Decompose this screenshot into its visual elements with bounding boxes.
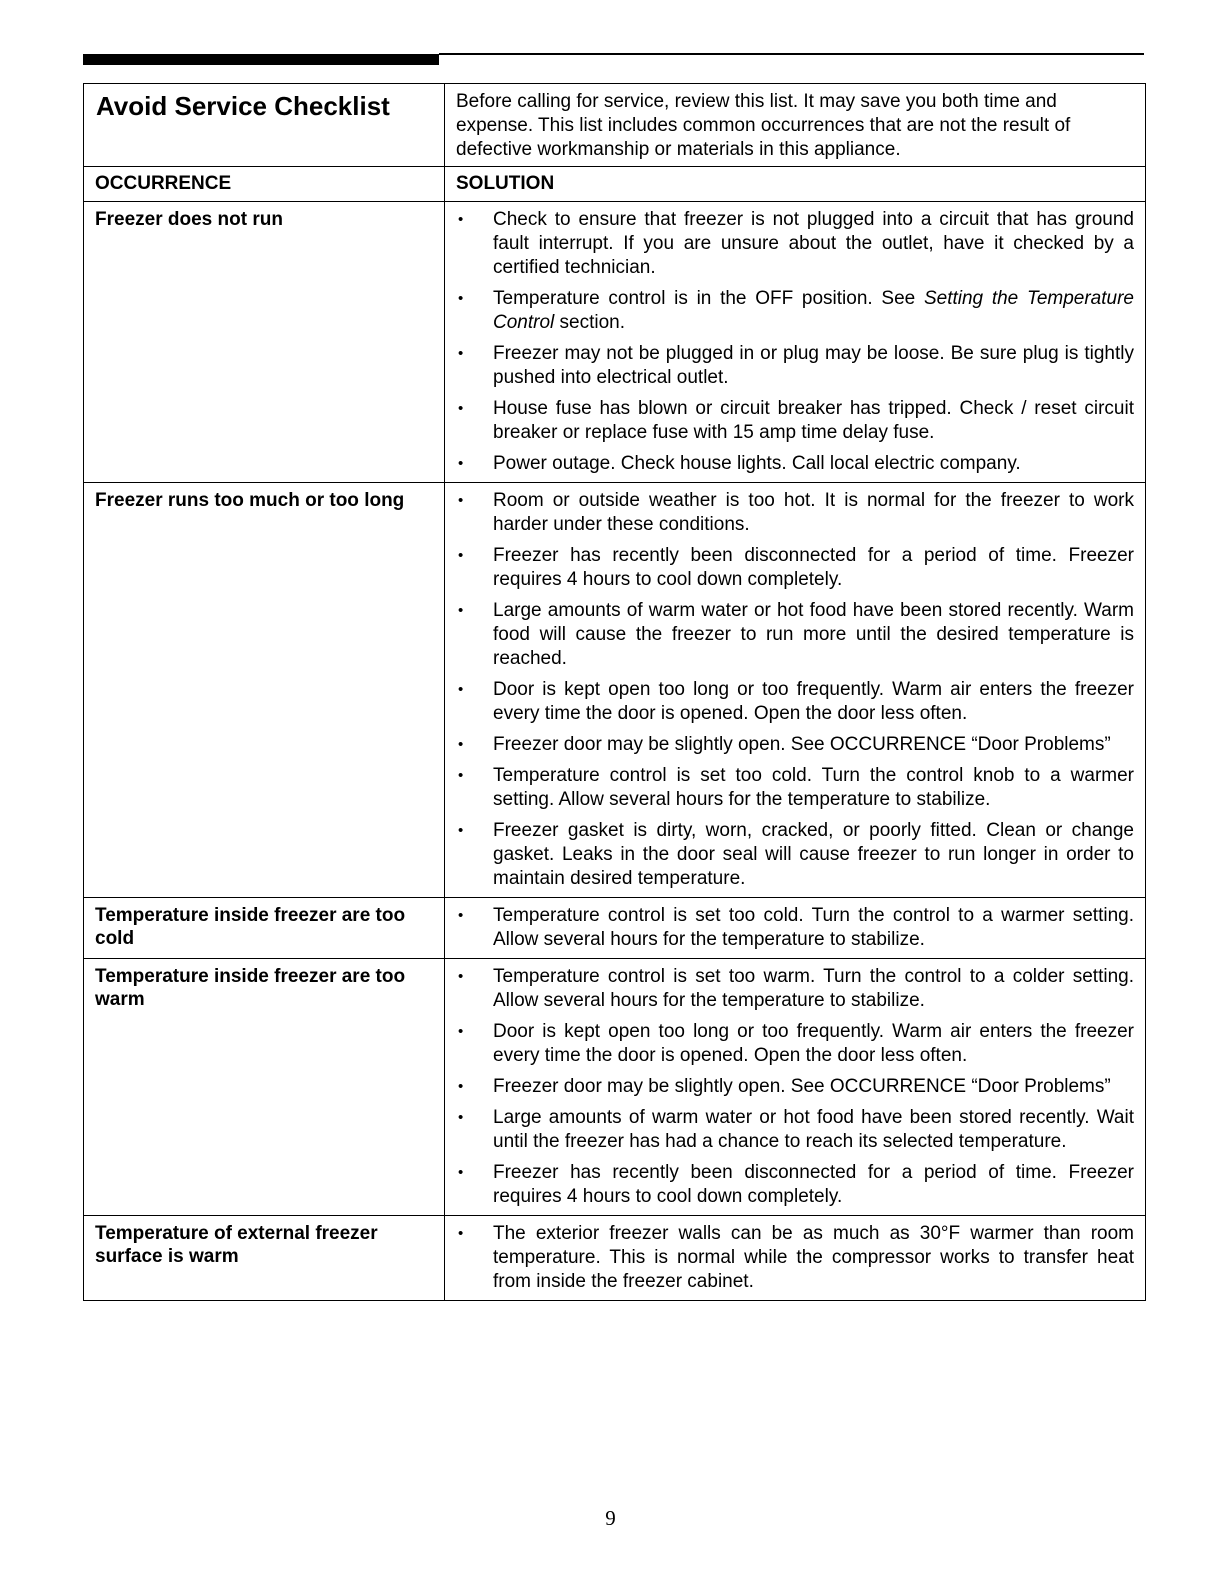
list-item: • Check to ensure that freezer is not plugged into a circuit that has ground fault interrupt. If you are unsure about the outlet, have it checked by a certified technician. xyxy=(456,208,1134,280)
list-item: • Freezer has recently been disconnected for a period of time. Freezer requires 4 hours to cool down completely. xyxy=(456,1161,1134,1209)
intro-text: Before calling for service, review this list. It may save you both time and expense. This list includes common occurrences that are not the result of defective workmanship or materials in this appliance. xyxy=(445,84,1146,167)
list-item: • Room or outside weather is too hot. It is normal for the freezer to work harder under these conditions. xyxy=(456,489,1134,537)
table-row xyxy=(84,202,1146,483)
solution-text: section. xyxy=(554,312,626,333)
list-item: • Freezer has recently been disconnected for a period of time. Freezer requires 4 hours to cool down completely. xyxy=(456,544,1134,592)
list-item: • Power outage. Check house lights. Call local electric company. xyxy=(456,452,1134,476)
service-checklist-table xyxy=(83,83,1146,1301)
list-item: • The exterior freezer walls can be as much as 30°F warmer than room temperature. This is normal while the compressor works to transfer heat from inside the freezer cabinet. xyxy=(456,1222,1134,1294)
solution-list xyxy=(456,208,1134,476)
solution-list xyxy=(456,489,1134,891)
solution-list xyxy=(456,1222,1134,1294)
table-row xyxy=(84,1216,1146,1301)
section-reference: Setting the Temperature Control xyxy=(493,288,1134,333)
title-row xyxy=(84,84,1146,167)
solution-text: Temperature control is in the OFF position. See xyxy=(493,288,924,309)
list-item: • Freezer may not be plugged in or plug may be loose. Be sure plug is tightly pushed into electrical outlet. xyxy=(456,342,1134,390)
table-row xyxy=(84,483,1146,898)
occurrence-cell: Temperature inside freezer are too warm xyxy=(84,959,445,1216)
list-item: • Freezer gasket is dirty, worn, cracked, or poorly fitted. Clean or change gasket. Leaks in the door seal will cause freezer to run longer in order to maintain desired temperature. xyxy=(456,819,1134,891)
table-row xyxy=(84,959,1146,1216)
header-rule-thick xyxy=(83,54,439,65)
list-item: • Freezer door may be slightly open. See OCCURRENCE “Door Problems” xyxy=(456,733,1134,757)
list-item: • Freezer door may be slightly open. See OCCURRENCE “Door Problems” xyxy=(456,1075,1134,1099)
list-item: • Temperature control is set too cold. Turn the control to a warmer setting. Allow several hours for the temperature to stabilize. xyxy=(456,904,1134,952)
list-item: • House fuse has blown or circuit breaker has tripped. Check / reset circuit breaker or replace fuse with 15 amp time delay fuse. xyxy=(456,397,1134,445)
column-header-row xyxy=(84,167,1146,202)
list-item: • Door is kept open too long or too frequently. Warm air enters the freezer every time the door is opened. Open the door less often. xyxy=(456,678,1134,726)
list-item: • Large amounts of warm water or hot food have been stored recently. Warm food will cause the freezer to run more until the desired temperature is reached. xyxy=(456,599,1134,671)
occurrence-cell: Temperature inside freezer are too cold xyxy=(84,898,445,959)
occurrence-cell: Freezer does not run xyxy=(84,202,445,483)
header-rule-thin xyxy=(439,53,1144,55)
solution-list xyxy=(456,965,1134,1209)
list-item: • Temperature control is set too warm. Turn the control to a colder setting. Allow several hours for the temperature to stabilize. xyxy=(456,965,1134,1013)
solution-cell xyxy=(445,483,1146,898)
page-title: Avoid Service Checklist xyxy=(96,91,390,121)
occurrence-cell: Temperature of external freezer surface is warm xyxy=(84,1216,445,1301)
solution-cell xyxy=(445,959,1146,1216)
table-row xyxy=(84,898,1146,959)
list-item: • Large amounts of warm water or hot food have been stored recently. Wait until the freezer has had a chance to reach its selected temperature. xyxy=(456,1106,1134,1154)
solution-list xyxy=(456,904,1134,952)
occurrence-column-header: OCCURRENCE xyxy=(84,167,445,202)
title-cell xyxy=(84,84,445,167)
occurrence-cell: Freezer runs too much or too long xyxy=(84,483,445,898)
solution-cell xyxy=(445,898,1146,959)
list-item: • Temperature control is set too cold. Turn the control knob to a warmer setting. Allow several hours for the temperature to stabilize. xyxy=(456,764,1134,812)
list-item xyxy=(456,287,1134,335)
solution-cell xyxy=(445,202,1146,483)
list-item: • Door is kept open too long or too frequently. Warm air enters the freezer every time the door is opened. Open the door less often. xyxy=(456,1020,1134,1068)
page-number: 9 xyxy=(605,1506,616,1530)
solution-column-header: SOLUTION xyxy=(445,167,1146,202)
solution-cell xyxy=(445,1216,1146,1301)
